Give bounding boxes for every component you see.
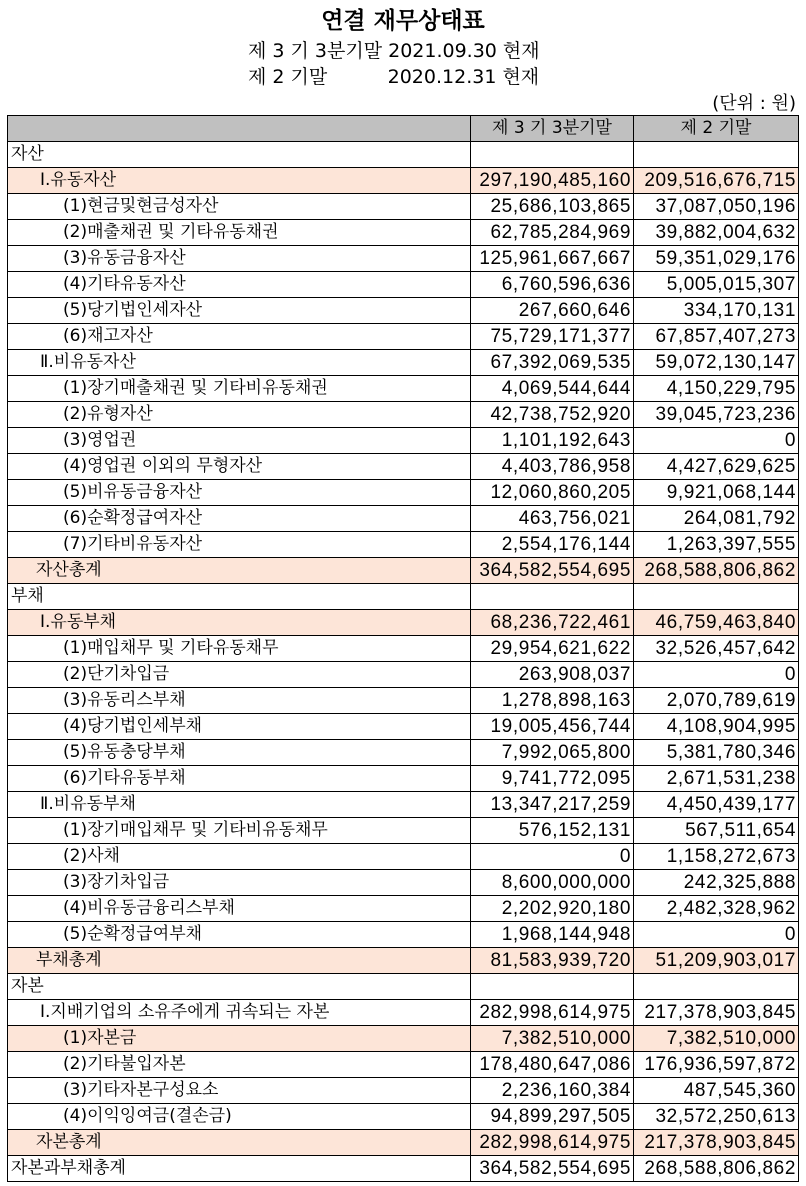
- table-row: [8, 870, 799, 896]
- table-row: [8, 324, 799, 350]
- current-value: [471, 584, 634, 610]
- header-current: 제 3 기 3분기말: [471, 116, 634, 142]
- current-value: 67,392,069,535: [471, 350, 634, 376]
- table-row: [8, 1052, 799, 1078]
- current-value: 8,600,000,000: [471, 870, 634, 896]
- prior-value: 242,325,888: [634, 870, 799, 896]
- table-row: [8, 584, 799, 610]
- current-value: 576,152,131: [471, 818, 634, 844]
- account-label: (4)비유동금융리스부채: [8, 896, 471, 922]
- prior-value: 4,108,904,995: [634, 714, 799, 740]
- current-value: 9,741,772,095: [471, 766, 634, 792]
- table-row: [8, 922, 799, 948]
- table-row: [8, 610, 799, 636]
- prior-value: [634, 142, 799, 168]
- prior-value: 209,516,676,715: [634, 168, 799, 194]
- prior-value: 39,045,723,236: [634, 402, 799, 428]
- current-value: 4,069,544,644: [471, 376, 634, 402]
- table-row: [8, 1156, 799, 1182]
- prior-value: [634, 974, 799, 1000]
- current-value: 125,961,667,667: [471, 246, 634, 272]
- current-value: 282,998,614,975: [471, 1130, 634, 1156]
- account-label: 부채: [8, 584, 471, 610]
- table-row: [8, 480, 799, 506]
- account-label: (2)사채: [8, 844, 471, 870]
- table-row: [8, 740, 799, 766]
- current-value: 29,954,621,622: [471, 636, 634, 662]
- prior-value: 334,170,131: [634, 298, 799, 324]
- account-label: Ⅰ.유동부채: [8, 610, 471, 636]
- account-label: Ⅱ.비유동자산: [8, 350, 471, 376]
- table-row: [8, 402, 799, 428]
- prior-value: 176,936,597,872: [634, 1052, 799, 1078]
- current-value: [471, 974, 634, 1000]
- current-value: 7,992,065,800: [471, 740, 634, 766]
- prior-value: 487,545,360: [634, 1078, 799, 1104]
- table-row: [8, 1130, 799, 1156]
- prior-value: 217,378,903,845: [634, 1130, 799, 1156]
- account-label: (4)당기법인세부채: [8, 714, 471, 740]
- balance-sheet-table: [7, 115, 799, 1182]
- current-value: 6,760,596,636: [471, 272, 634, 298]
- table-row: [8, 688, 799, 714]
- current-value: 364,582,554,695: [471, 1156, 634, 1182]
- current-value: 68,236,722,461: [471, 610, 634, 636]
- account-label: (2)매출채권 및 기타유동채권: [8, 220, 471, 246]
- table-row: [8, 1026, 799, 1052]
- table-row: [8, 220, 799, 246]
- current-value: 297,190,485,160: [471, 168, 634, 194]
- account-label: (1)현금및현금성자산: [8, 194, 471, 220]
- prior-value: 46,759,463,840: [634, 610, 799, 636]
- header-prior: 제 2 기말: [634, 116, 799, 142]
- table-row: [8, 974, 799, 1000]
- account-label: (4)기타유동자산: [8, 272, 471, 298]
- table-row: [8, 714, 799, 740]
- current-value: [471, 142, 634, 168]
- prior-value: 4,150,229,795: [634, 376, 799, 402]
- account-label: (2)기타불입자본: [8, 1052, 471, 1078]
- current-value: 75,729,171,377: [471, 324, 634, 350]
- table-row: [8, 896, 799, 922]
- prior-value: 264,081,792: [634, 506, 799, 532]
- table-row: [8, 246, 799, 272]
- table-row: [8, 298, 799, 324]
- account-label: (1)매입채무 및 기타유동채무: [8, 636, 471, 662]
- current-value: 178,480,647,086: [471, 1052, 634, 1078]
- account-label: 자산: [8, 142, 471, 168]
- account-label: Ⅱ.비유동부채: [8, 792, 471, 818]
- account-label: (2)유형자산: [8, 402, 471, 428]
- account-label: (3)기타자본구성요소: [8, 1078, 471, 1104]
- unit-label: (단위 : 원): [712, 93, 796, 114]
- table-row: [8, 532, 799, 558]
- table-row: [8, 1104, 799, 1130]
- prior-value: 32,526,457,642: [634, 636, 799, 662]
- current-value: 81,583,939,720: [471, 948, 634, 974]
- prior-value: 2,671,531,238: [634, 766, 799, 792]
- statement-title: 연결 재무상태표: [321, 8, 485, 34]
- table-row: [8, 1078, 799, 1104]
- period-prior: 제 2 기말 2020.12.31 현재: [248, 66, 540, 88]
- current-value: 19,005,456,744: [471, 714, 634, 740]
- prior-value: 7,382,510,000: [634, 1026, 799, 1052]
- account-label: (5)유동충당부채: [8, 740, 471, 766]
- current-value: 0: [471, 844, 634, 870]
- current-value: 13,347,217,259: [471, 792, 634, 818]
- header-account: [8, 116, 471, 142]
- account-label: (5)비유동금융자산: [8, 480, 471, 506]
- current-value: 263,908,037: [471, 662, 634, 688]
- account-label: (4)영업권 이외의 무형자산: [8, 454, 471, 480]
- table-row: [8, 142, 799, 168]
- table-row: [8, 454, 799, 480]
- prior-value: 5,005,015,307: [634, 272, 799, 298]
- prior-value: [634, 584, 799, 610]
- current-value: 463,756,021: [471, 506, 634, 532]
- account-label: (4)이익잉여금(결손금): [8, 1104, 471, 1130]
- account-label: (1)자본금: [8, 1026, 471, 1052]
- prior-value: 5,381,780,346: [634, 740, 799, 766]
- prior-value: 9,921,068,144: [634, 480, 799, 506]
- prior-value: 268,588,806,862: [634, 1156, 799, 1182]
- current-value: 42,738,752,920: [471, 402, 634, 428]
- prior-value: 0: [634, 662, 799, 688]
- prior-value: 2,070,789,619: [634, 688, 799, 714]
- prior-value: 567,511,654: [634, 818, 799, 844]
- prior-value: 59,072,130,147: [634, 350, 799, 376]
- account-label: (2)단기차입금: [8, 662, 471, 688]
- table-row: [8, 194, 799, 220]
- account-label: (1)장기매출채권 및 기타비유동채권: [8, 376, 471, 402]
- current-value: 62,785,284,969: [471, 220, 634, 246]
- account-label: (5)순확정급여부채: [8, 922, 471, 948]
- account-label: Ⅰ.유동자산: [8, 168, 471, 194]
- current-value: 94,899,297,505: [471, 1104, 634, 1130]
- prior-value: 1,263,397,555: [634, 532, 799, 558]
- account-label: (6)순확정급여자산: [8, 506, 471, 532]
- table-row: [8, 844, 799, 870]
- current-value: 4,403,786,958: [471, 454, 634, 480]
- account-label: (6)기타유동부채: [8, 766, 471, 792]
- account-label: 자본: [8, 974, 471, 1000]
- prior-value: 51,209,903,017: [634, 948, 799, 974]
- account-label: 자본총계: [8, 1130, 471, 1156]
- prior-value: 4,450,439,177: [634, 792, 799, 818]
- current-value: 2,202,920,180: [471, 896, 634, 922]
- table-row: [8, 558, 799, 584]
- table-row: [8, 766, 799, 792]
- account-label: Ⅰ.지배기업의 소유주에게 귀속되는 자본: [8, 1000, 471, 1026]
- prior-value: 4,427,629,625: [634, 454, 799, 480]
- account-label: (5)당기법인세자산: [8, 298, 471, 324]
- prior-value: 2,482,328,962: [634, 896, 799, 922]
- table-row: [8, 662, 799, 688]
- table-header: [8, 116, 799, 142]
- table-row: [8, 1000, 799, 1026]
- account-label: (6)재고자산: [8, 324, 471, 350]
- current-value: 364,582,554,695: [471, 558, 634, 584]
- prior-value: 0: [634, 922, 799, 948]
- table-row: [8, 948, 799, 974]
- account-label: (3)영업권: [8, 428, 471, 454]
- table-row: [8, 272, 799, 298]
- current-value: 1,278,898,163: [471, 688, 634, 714]
- prior-value: 217,378,903,845: [634, 1000, 799, 1026]
- prior-value: 59,351,029,176: [634, 246, 799, 272]
- current-value: 2,554,176,144: [471, 532, 634, 558]
- account-label: (1)장기매입채무 및 기타비유동채무: [8, 818, 471, 844]
- account-label: (3)장기차입금: [8, 870, 471, 896]
- current-value: 12,060,860,205: [471, 480, 634, 506]
- prior-value: 1,158,272,673: [634, 844, 799, 870]
- current-value: 25,686,103,865: [471, 194, 634, 220]
- account-label: 부채총계: [8, 948, 471, 974]
- period-current: 제 3 기 3분기말 2021.09.30 현재: [248, 40, 540, 62]
- current-value: 7,382,510,000: [471, 1026, 634, 1052]
- account-label: 자산총계: [8, 558, 471, 584]
- current-value: 1,968,144,948: [471, 922, 634, 948]
- prior-value: 67,857,407,273: [634, 324, 799, 350]
- prior-value: 32,572,250,613: [634, 1104, 799, 1130]
- current-value: 282,998,614,975: [471, 1000, 634, 1026]
- table-row: [8, 350, 799, 376]
- prior-value: 0: [634, 428, 799, 454]
- account-label: (3)유동금융자산: [8, 246, 471, 272]
- account-label: (3)유동리스부채: [8, 688, 471, 714]
- prior-value: 39,882,004,632: [634, 220, 799, 246]
- prior-value: 37,087,050,196: [634, 194, 799, 220]
- current-value: 2,236,160,384: [471, 1078, 634, 1104]
- table-row: [8, 636, 799, 662]
- table-row: [8, 792, 799, 818]
- current-value: 267,660,646: [471, 298, 634, 324]
- table-row: [8, 168, 799, 194]
- account-label: (7)기타비유동자산: [8, 532, 471, 558]
- table-row: [8, 818, 799, 844]
- current-value: 1,101,192,643: [471, 428, 634, 454]
- account-label: 자본과부채총계: [8, 1156, 471, 1182]
- prior-value: 268,588,806,862: [634, 558, 799, 584]
- table-row: [8, 428, 799, 454]
- table-row: [8, 506, 799, 532]
- table-row: [8, 376, 799, 402]
